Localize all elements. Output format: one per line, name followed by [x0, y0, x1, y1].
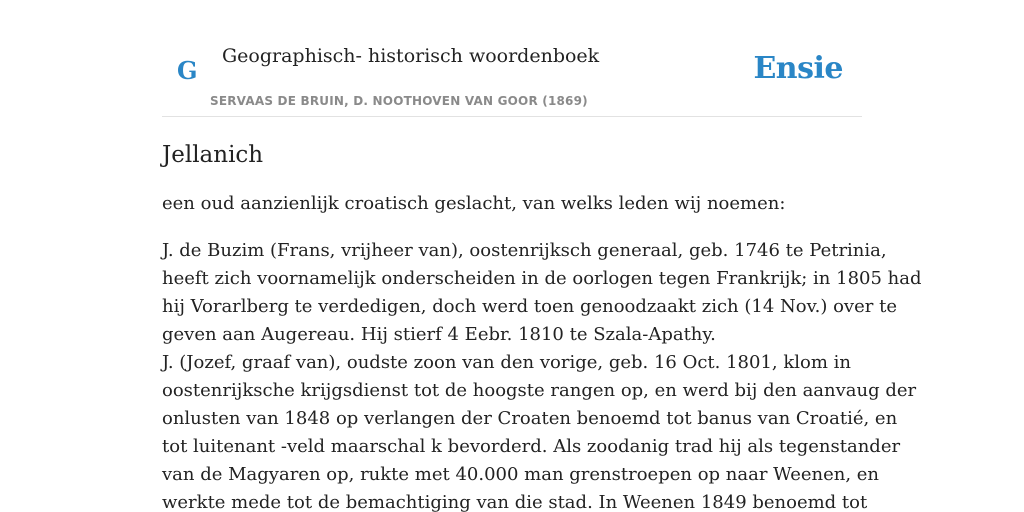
ensie-logo[interactable]: Ensie	[753, 51, 843, 86]
paragraph-line: hij Vorarlberg te verdedigen, doch werd toen genoodzaakt zich (14 Nov.) over te	[162, 296, 897, 317]
paragraph-line: heeft zich voornamelijk onderscheiden in de oorlogen tegen Frankrijk; in 1805 had	[162, 268, 922, 289]
paragraph-line: van de Magyaren op, rukte met 40.000 man grenstroepen op naar Weenen, en	[162, 464, 880, 485]
entry-intro: een oud aanzienlijk croatisch geslacht, van welks leden wij noemen:	[162, 193, 786, 214]
entry-paragraph-buzim	[162, 237, 922, 349]
site-header	[162, 0, 862, 117]
paragraph-line: werkte mede tot de bemachtiging van die stad. In Weenen 1849 benoemd tot	[162, 492, 868, 512]
paragraph-line: onlusten van 1848 op verlangen der Croaten benoemd tot banus van Croatié, en	[162, 408, 898, 429]
paragraph-line: J. de Buzim (Frans, vrijheer van), oostenrijksch generaal, geb. 1746 te Petrinia,	[162, 240, 887, 261]
book-author: SERVAAS DE BRUIN, D. NOOTHOVEN VAN GOOR (1869)	[210, 94, 588, 108]
entry-title: Jellanich	[162, 142, 264, 168]
paragraph-line: J. (Jozef, graaf van), oudste zoon van den vorige, geb. 16 Oct. 1801, klom in	[162, 352, 852, 373]
entry-paragraph-jozef	[162, 349, 917, 512]
article	[162, 138, 922, 512]
paragraph-line: oostenrijksche krijgsdienst tot de hoogste rangen op, en werd bij den aanvaug der	[162, 380, 917, 401]
paragraph-line: tot luitenant -veld maarschal k bevorderd. Als zoodanig trad hij als tegenstander	[162, 436, 901, 457]
paragraph-line: geven aan Augereau. Hij stierf 4 Eebr. 1810 te Szala-Apathy.	[162, 324, 716, 345]
book-title-link[interactable]: Geographisch- historisch woordenboek	[222, 45, 600, 67]
book-letter-icon[interactable]: G	[177, 56, 198, 85]
